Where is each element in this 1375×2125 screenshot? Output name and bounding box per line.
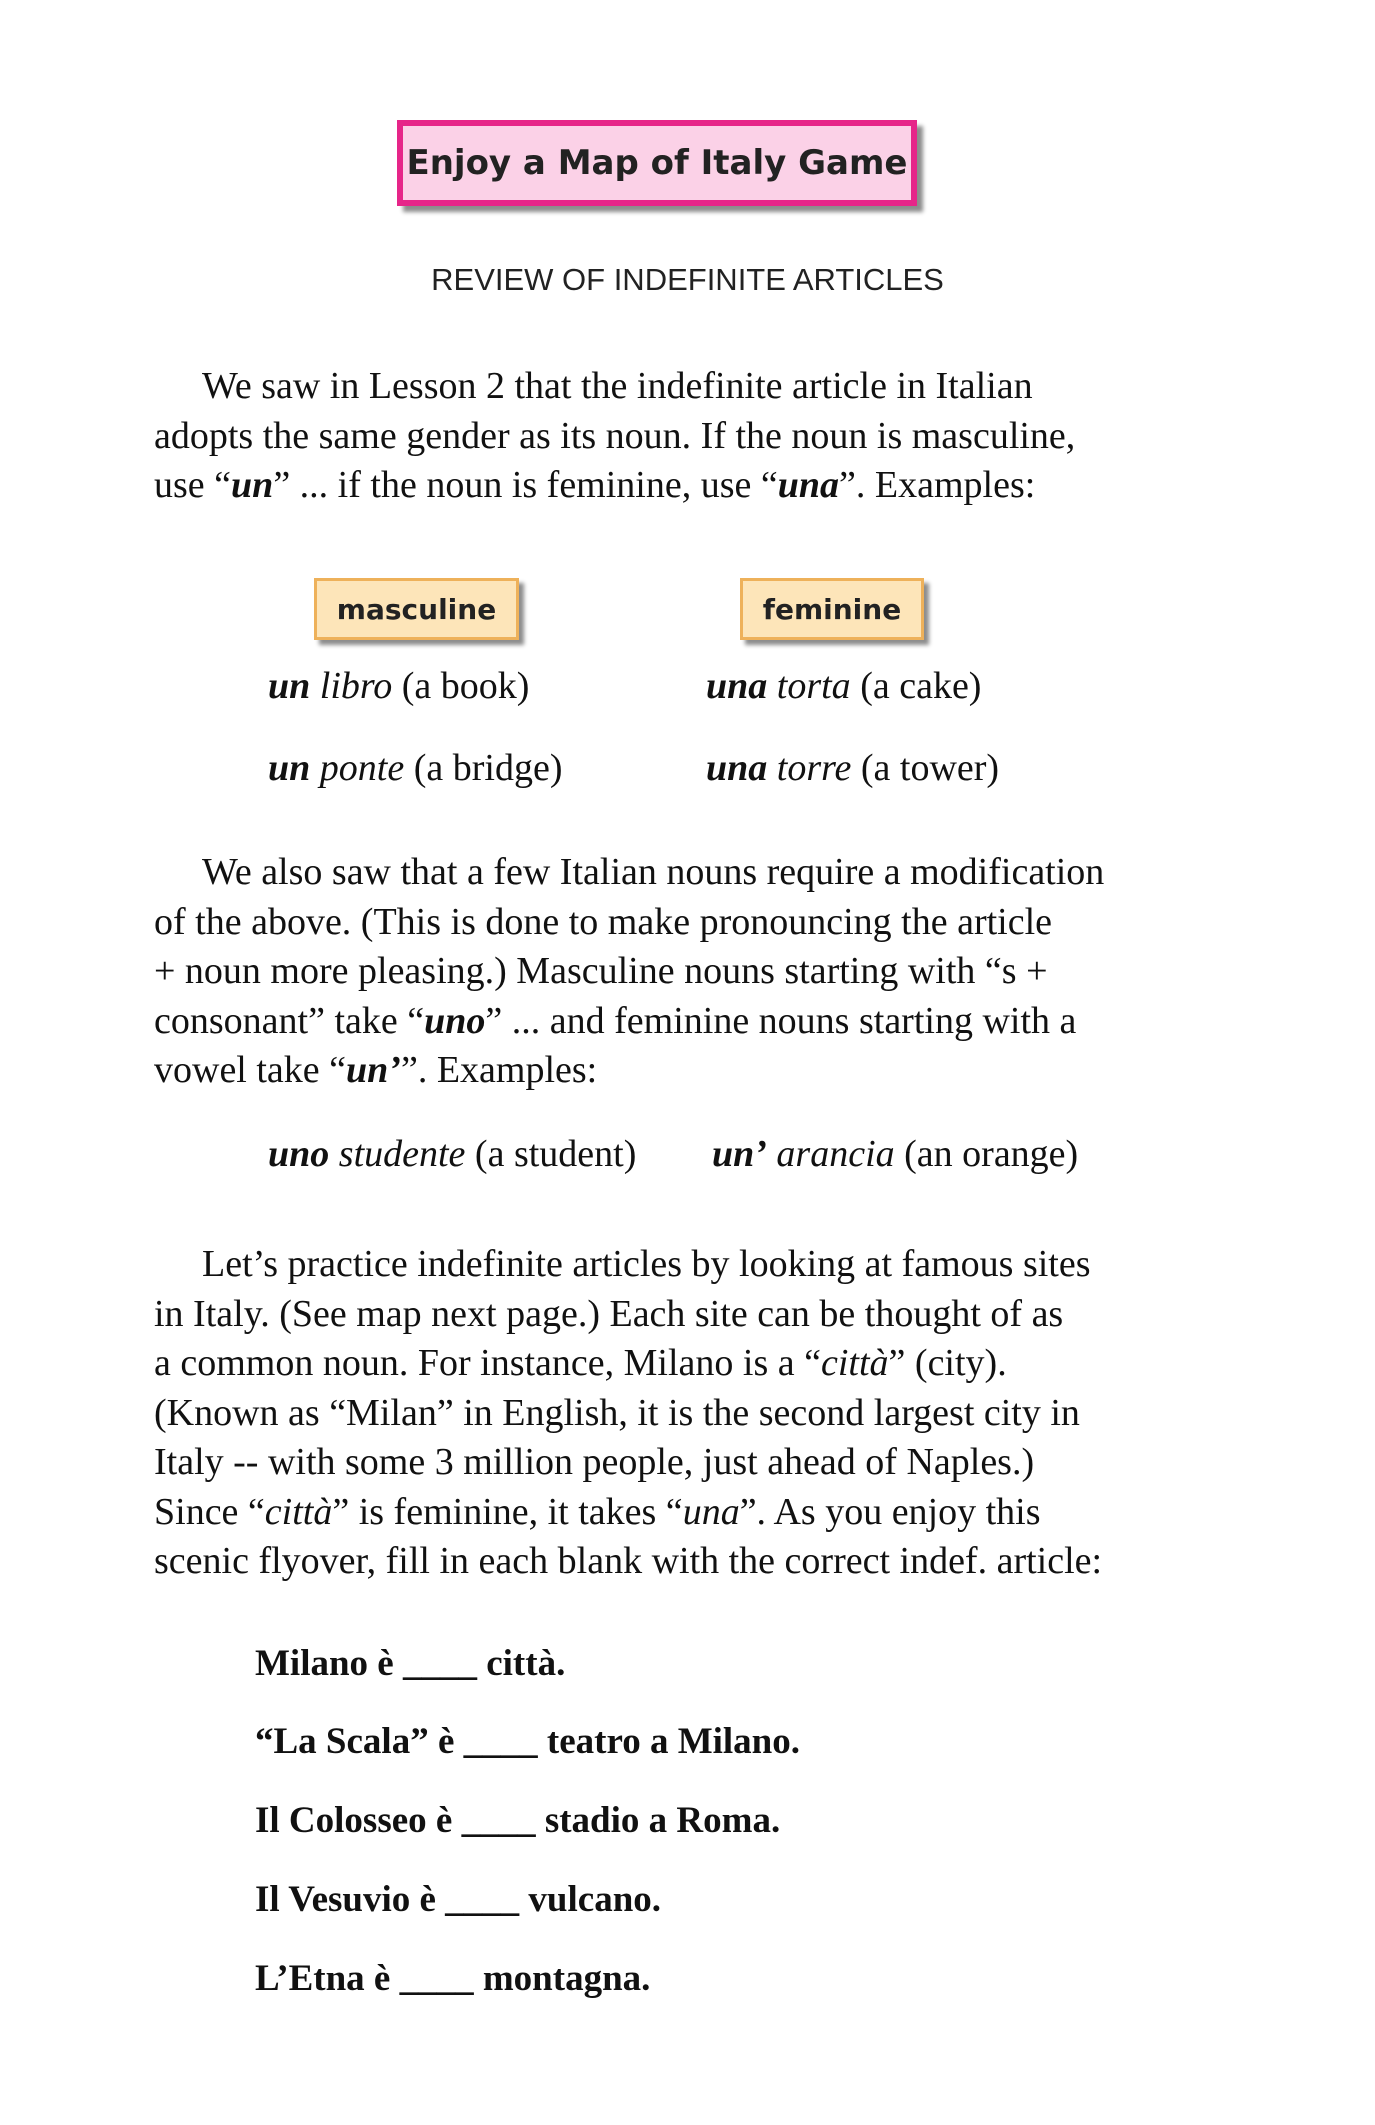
- example-uno-studente: uno studente (a student): [268, 1133, 637, 1175]
- section-subtitle: REVIEW OF INDEFINITE ARTICLES: [431, 262, 944, 297]
- example-una-torta: una torta (a cake): [706, 665, 982, 707]
- modification-paragraph: We also saw that a few Italian nouns require a modification of the above. (This is done to make pronouncing the article + noun more pleasing.) Masculine nouns starting with “s + consonant” take “uno” ... and feminine nouns starting with a vowel take “un’”. Examples:: [154, 851, 1105, 1091]
- exercise-la-scala: “La Scala” è ____ teatro a Milano.: [255, 1721, 801, 1762]
- exercise-etna: L’Etna è ____ montagna.: [255, 1958, 651, 1999]
- exercise-milano: Milano è ____ città.: [255, 1643, 566, 1684]
- masculine-label: masculine: [314, 578, 519, 640]
- game-title: Enjoy a Map of Italy Game: [397, 120, 917, 206]
- example-un-ponte: un ponte (a bridge): [268, 747, 563, 789]
- example-un-libro: un libro (a book): [268, 665, 530, 707]
- example-una-torre: una torre (a tower): [706, 747, 1000, 789]
- feminine-label: feminine: [740, 578, 924, 640]
- exercise-vesuvio: Il Vesuvio è ____ vulcano.: [255, 1879, 662, 1920]
- intro-paragraph: We saw in Lesson 2 that the indefinite article in Italian adopts the same gender as its noun. If the noun is masculine, use “un” ... if the noun is feminine, use “una”. Examples:: [154, 365, 1076, 506]
- example-un-arancia: un’ arancia (an orange): [712, 1133, 1079, 1175]
- exercise-colosseo: Il Colosseo è ____ stadio a Roma.: [255, 1800, 781, 1841]
- practice-paragraph: Let’s practice indefinite articles by looking at famous sites in Italy. (See map next page.) Each site can be thought of as a common noun. For instance, Milano is a “città” (city). (Known as “Milan” in English, it is the second largest city in Italy -- with some 3 million people, just ahead of Naples.) Since “città” is feminine, it takes “una”. As you enjoy this scenic flyover, fill in each blank with the correct indef. article:: [154, 1243, 1103, 1582]
